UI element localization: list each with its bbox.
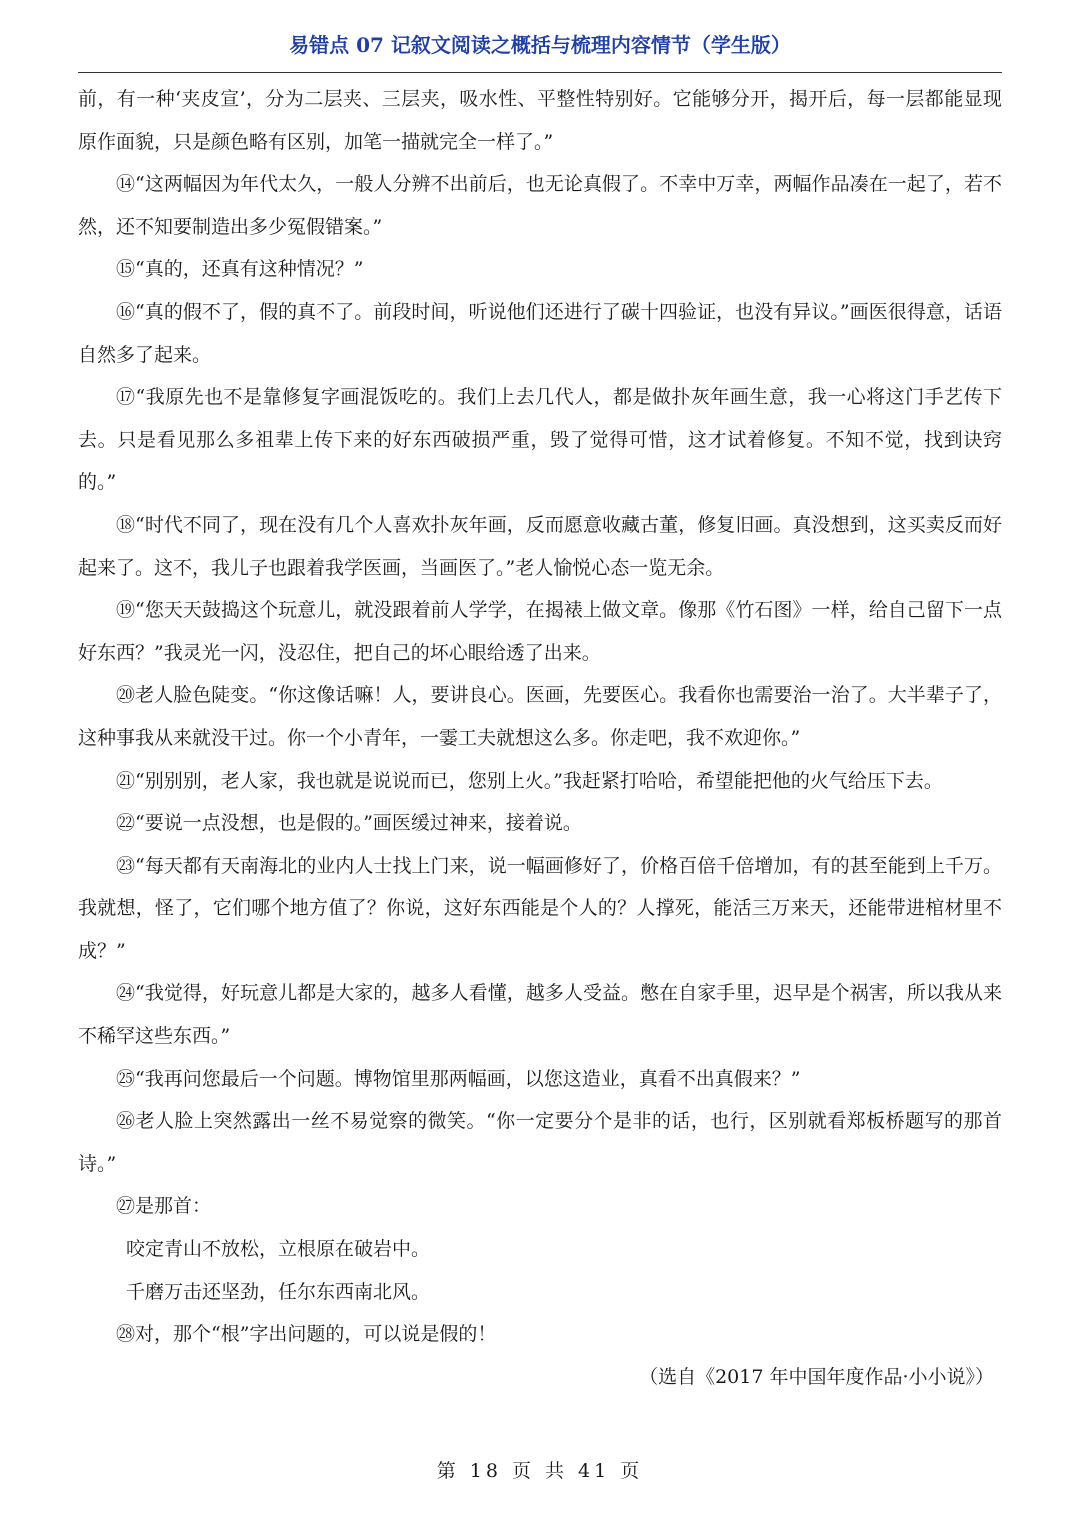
paragraph-24: ㉔“我觉得，好玩意儿都是大家的，越多人看懂，越多人受益。憋在自家手里，迟早是个祸害，所以我从来不稀罕这些东西。” <box>78 982 1002 1048</box>
paragraph-25: ㉕“我再问您最后一个问题。博物馆里那两幅画，以您这造业，真看不出真假来？” <box>116 1067 801 1090</box>
paragraph-21: ㉑“别别别，老人家，我也就是说说而已，您别上火。”我赶紧打哈哈，希望能把他的火气给压下去。 <box>116 769 943 792</box>
source-citation: （选自《2017 年中国年度作品·小小说》） <box>639 1365 994 1388</box>
page-header-title: 易错点 07 记叙文阅读之概括与梳理内容情节（学生版） <box>289 33 791 57</box>
article-body <box>78 78 1002 1398</box>
paragraph-28: ㉘对，那个“根”字出问题的，可以说是假的！ <box>116 1323 497 1346</box>
header-divider <box>78 72 1002 73</box>
paragraph-15: ⑮“真的，还真有这种情况？” <box>116 258 364 281</box>
paragraph-26: ㉖老人脸上突然露出一丝不易觉察的微笑。“你一定要分个是非的话，也行，区别就看郑板桥题写的那首诗。” <box>78 1110 1002 1175</box>
poem-line-1: 咬定青山不放松，立根原在破岩中。 <box>126 1238 431 1261</box>
paragraph-16: ⑯“真的假不了，假的真不了。前段时间，听说他们还进行了碳十四验证，也没有异议。”画医很得意，话语自然多了起来。 <box>78 300 1002 366</box>
page-number: 第 18 页 共 41 页 <box>436 1460 644 1482</box>
poem-line-2: 千磨万击还坚劲，任尔东西南北风。 <box>126 1280 431 1303</box>
paragraph-17: ⑰“我原先也不是靠修复字画混饭吃的。我们上去几代人，都是做扑灰年画生意，我一心将这门手艺传下去。只是看见那么多祖辈上传下来的好东西破损严重，毁了觉得可惜，这才试着修复。不知不觉，找到诀窍的。” <box>78 386 1002 494</box>
paragraph-23: ㉓“每天都有天南海北的业内人士找上门来，说一幅画修好了，价格百倍千倍增加，有的甚至能到上千万。我就想，怪了，它们哪个地方值了？你说，这好东西能是个人的？人撑死，能活三万来天，还能带进棺材里不成？” <box>78 854 1002 962</box>
paragraph-18: ⑱“时代不同了，现在没有几个人喜欢扑灰年画，反而愿意收藏古董，修复旧画。真没想到，这买卖反而好起来了。这不，我儿子也跟着我学医画，当画医了。”老人愉悦心态一览无余。 <box>78 513 1002 579</box>
paragraph-19: ⑲“您天天鼓捣这个玩意儿，就没跟着前人学学，在揭裱上做文章。像那《竹石图》一样，给自己留下一点好东西？”我灵光一闪，没忍住，把自己的坏心眼给透了出来。 <box>78 599 1002 664</box>
paragraph-27: ㉗是那首： <box>116 1195 212 1218</box>
paragraph-22: ㉒“要说一点没想，也是假的。”画医缓过神来，接着说。 <box>116 812 582 835</box>
paragraph-1: 前，有一种‘夹皮宣’，分为二层夹、三层夹，吸水性、平整性特别好。它能够分开，揭开后，每一层都能显现原作面貌，只是颜色略有区别，加笔一描就完全一样了。” <box>78 88 1002 153</box>
paragraph-20: ⑳老人脸色陡变。“你这像话嘛！人，要讲良心。医画，先要医心。我看你也需要治一治了。大半辈子了，这种事我从来就没干过。你一个小青年，一霎工夫就想这么多。你走吧，我不欢迎你。” <box>78 684 1002 749</box>
paragraph-14: ⑭“这两幅因为年代太久，一般人分辨不出前后，也无论真假了。不幸中万幸，两幅作品凑在一起了，若不然，还不知要制造出多少冤假错案。” <box>78 173 1002 238</box>
